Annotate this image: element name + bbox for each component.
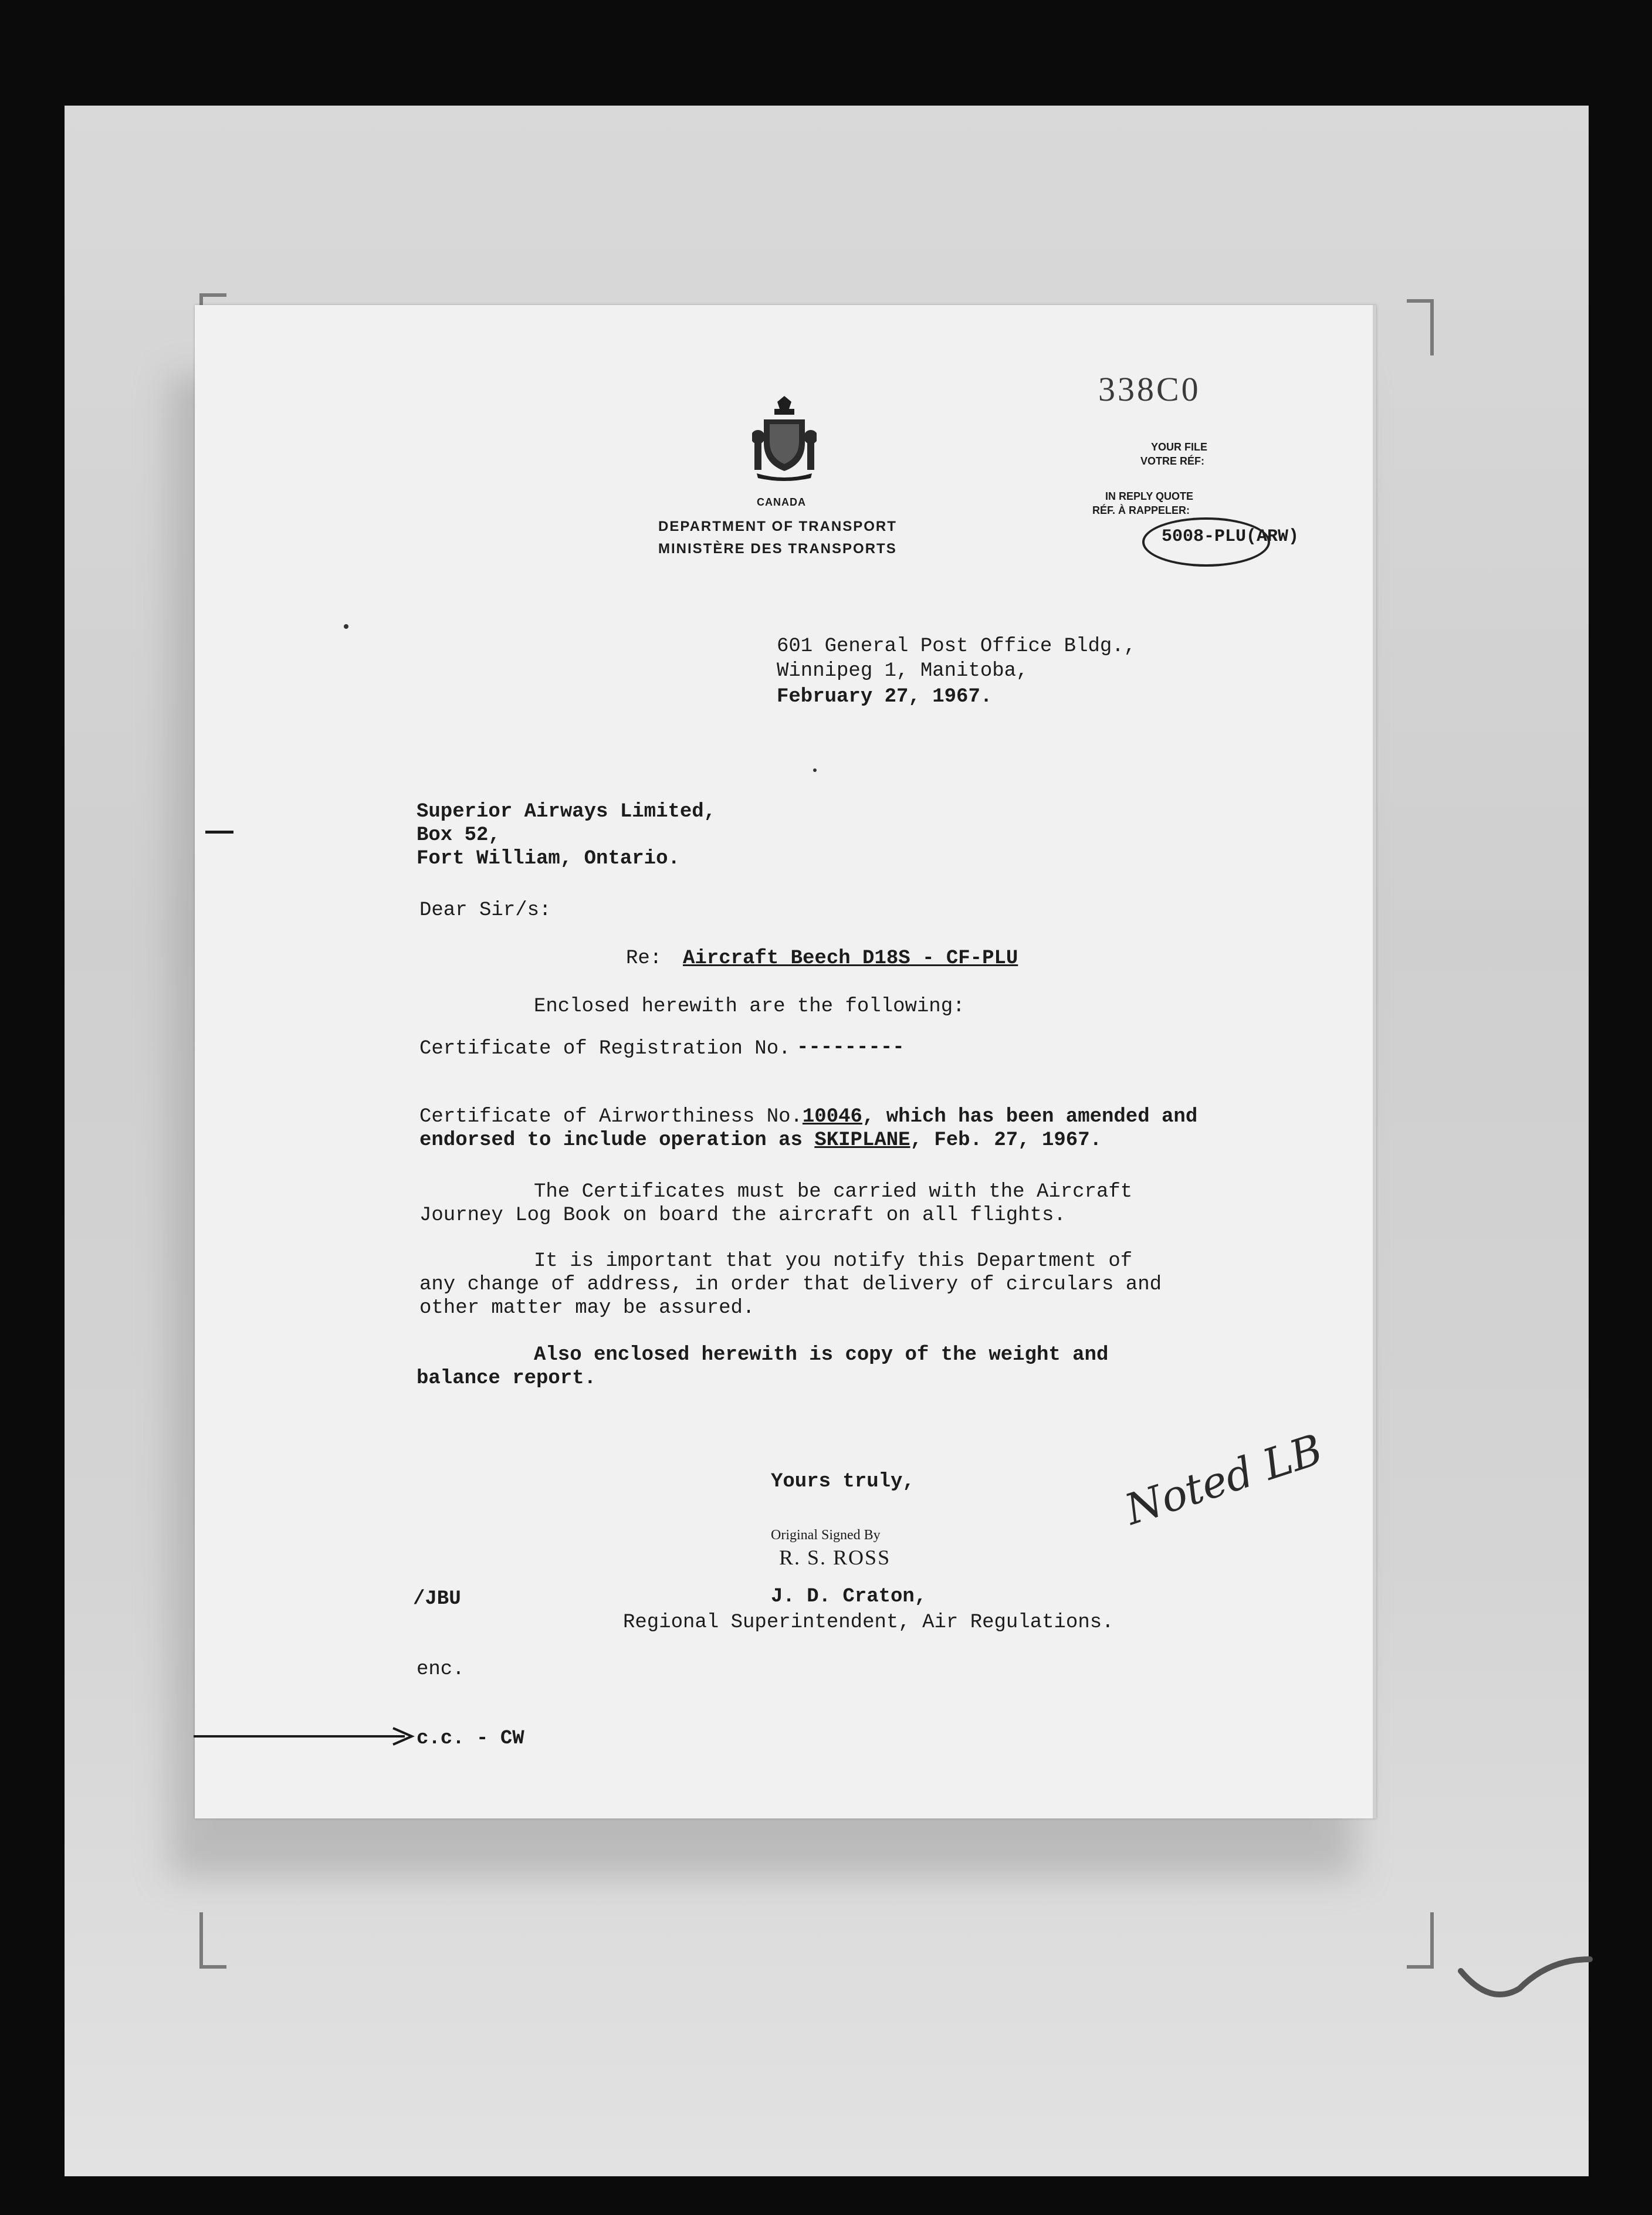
document-number: 338C0 — [1098, 370, 1201, 408]
coat-of-arms-icon — [752, 396, 817, 481]
airworthiness-line2 — [419, 1129, 1102, 1152]
official-name: J. D. Craton, — [771, 1586, 927, 1608]
letterhead-dept-fr: MINISTÈRE DES TRANSPORTS — [658, 541, 897, 557]
recipient-line1: Superior Airways Limited, — [417, 801, 716, 823]
skiplane-text: SKIPLANE — [814, 1129, 910, 1151]
registration-label: Certificate of Registration No. — [419, 1038, 791, 1060]
weight-para-line1: Also enclosed herewith is copy of the weight and — [534, 1344, 1109, 1366]
crop-mark-bottom-left — [199, 1912, 226, 1969]
subject-text: Aircraft Beech D18S - CF-PLU — [683, 947, 1018, 970]
airworthiness-date: , Feb. 27, 1967. — [910, 1129, 1102, 1151]
sender-address-line1: 601 General Post Office Bldg., — [777, 635, 1136, 658]
enclosure-note: enc. — [417, 1658, 465, 1681]
airworthiness-line1 — [419, 1105, 1197, 1129]
crop-mark-top-right — [1407, 299, 1434, 355]
recipient-line3: Fort William, Ontario. — [417, 848, 680, 870]
crop-mark-bottom-right — [1407, 1912, 1434, 1969]
arrow-icon — [194, 1725, 417, 1748]
weight-para-line2: balance report. — [417, 1367, 597, 1390]
reply-quote-label-en: IN REPLY QUOTE — [1105, 490, 1194, 502]
letter-date: February 27, 1967. — [777, 686, 993, 708]
carry-para-line2: Journey Log Book on board the aircraft on all flights. — [419, 1204, 1066, 1227]
official-title: Regional Superintendent, Air Regulations. — [623, 1611, 1114, 1634]
salutation: Dear Sir/s: — [419, 899, 551, 922]
film-scratch — [1455, 1936, 1596, 2018]
your-file-label-en: YOUR FILE — [1151, 441, 1208, 453]
notify-para-line3: other matter may be assured. — [419, 1297, 755, 1319]
carry-para-line1: The Certificates must be carried with the Aircraft — [534, 1181, 1133, 1203]
complimentary-close: Yours truly, — [771, 1471, 915, 1493]
airworthiness-number: 10046 — [802, 1106, 862, 1128]
airworthiness-endorsed: endorsed to include operation as — [419, 1129, 803, 1151]
handwritten-noted: Noted LB — [1119, 1424, 1329, 1535]
margin-dash — [205, 831, 233, 834]
subject-label: Re: — [626, 947, 662, 970]
letterhead-country: CANADA — [757, 496, 806, 508]
reference-circle — [1142, 517, 1270, 567]
reply-quote-label-fr: RÉF. À RAPPELER: — [1092, 504, 1190, 516]
airworthiness-amended: , which has been amended and — [862, 1106, 1198, 1128]
notify-para-line2: any change of address, in order that delivery of circulars and — [419, 1274, 1162, 1296]
letterhead-dept-en: DEPARTMENT OF TRANSPORT — [658, 519, 897, 534]
file-reference-number: 5008-PLU(ARW) — [1162, 527, 1299, 547]
signer-name: R. S. ROSS — [779, 1546, 891, 1569]
airworthiness-label: Certificate of Airworthiness No. — [419, 1106, 803, 1128]
cc-note: c.c. - CW — [417, 1728, 524, 1750]
sender-address-line2: Winnipeg 1, Manitoba, — [777, 660, 1028, 682]
speck — [813, 768, 817, 772]
notify-para-line1: It is important that you notify this Department of — [534, 1250, 1133, 1272]
typist-initials: /JBU — [413, 1588, 461, 1610]
letter-sheet — [195, 305, 1376, 1818]
original-signed-label: Original Signed By — [771, 1528, 881, 1543]
your-file-label-fr: VOTRE RÉF: — [1140, 455, 1205, 467]
registration-value: --------- — [797, 1037, 905, 1059]
speck — [344, 624, 348, 629]
enclosed-intro: Enclosed herewith are the following: — [534, 995, 965, 1018]
recipient-line2: Box 52, — [417, 824, 500, 846]
